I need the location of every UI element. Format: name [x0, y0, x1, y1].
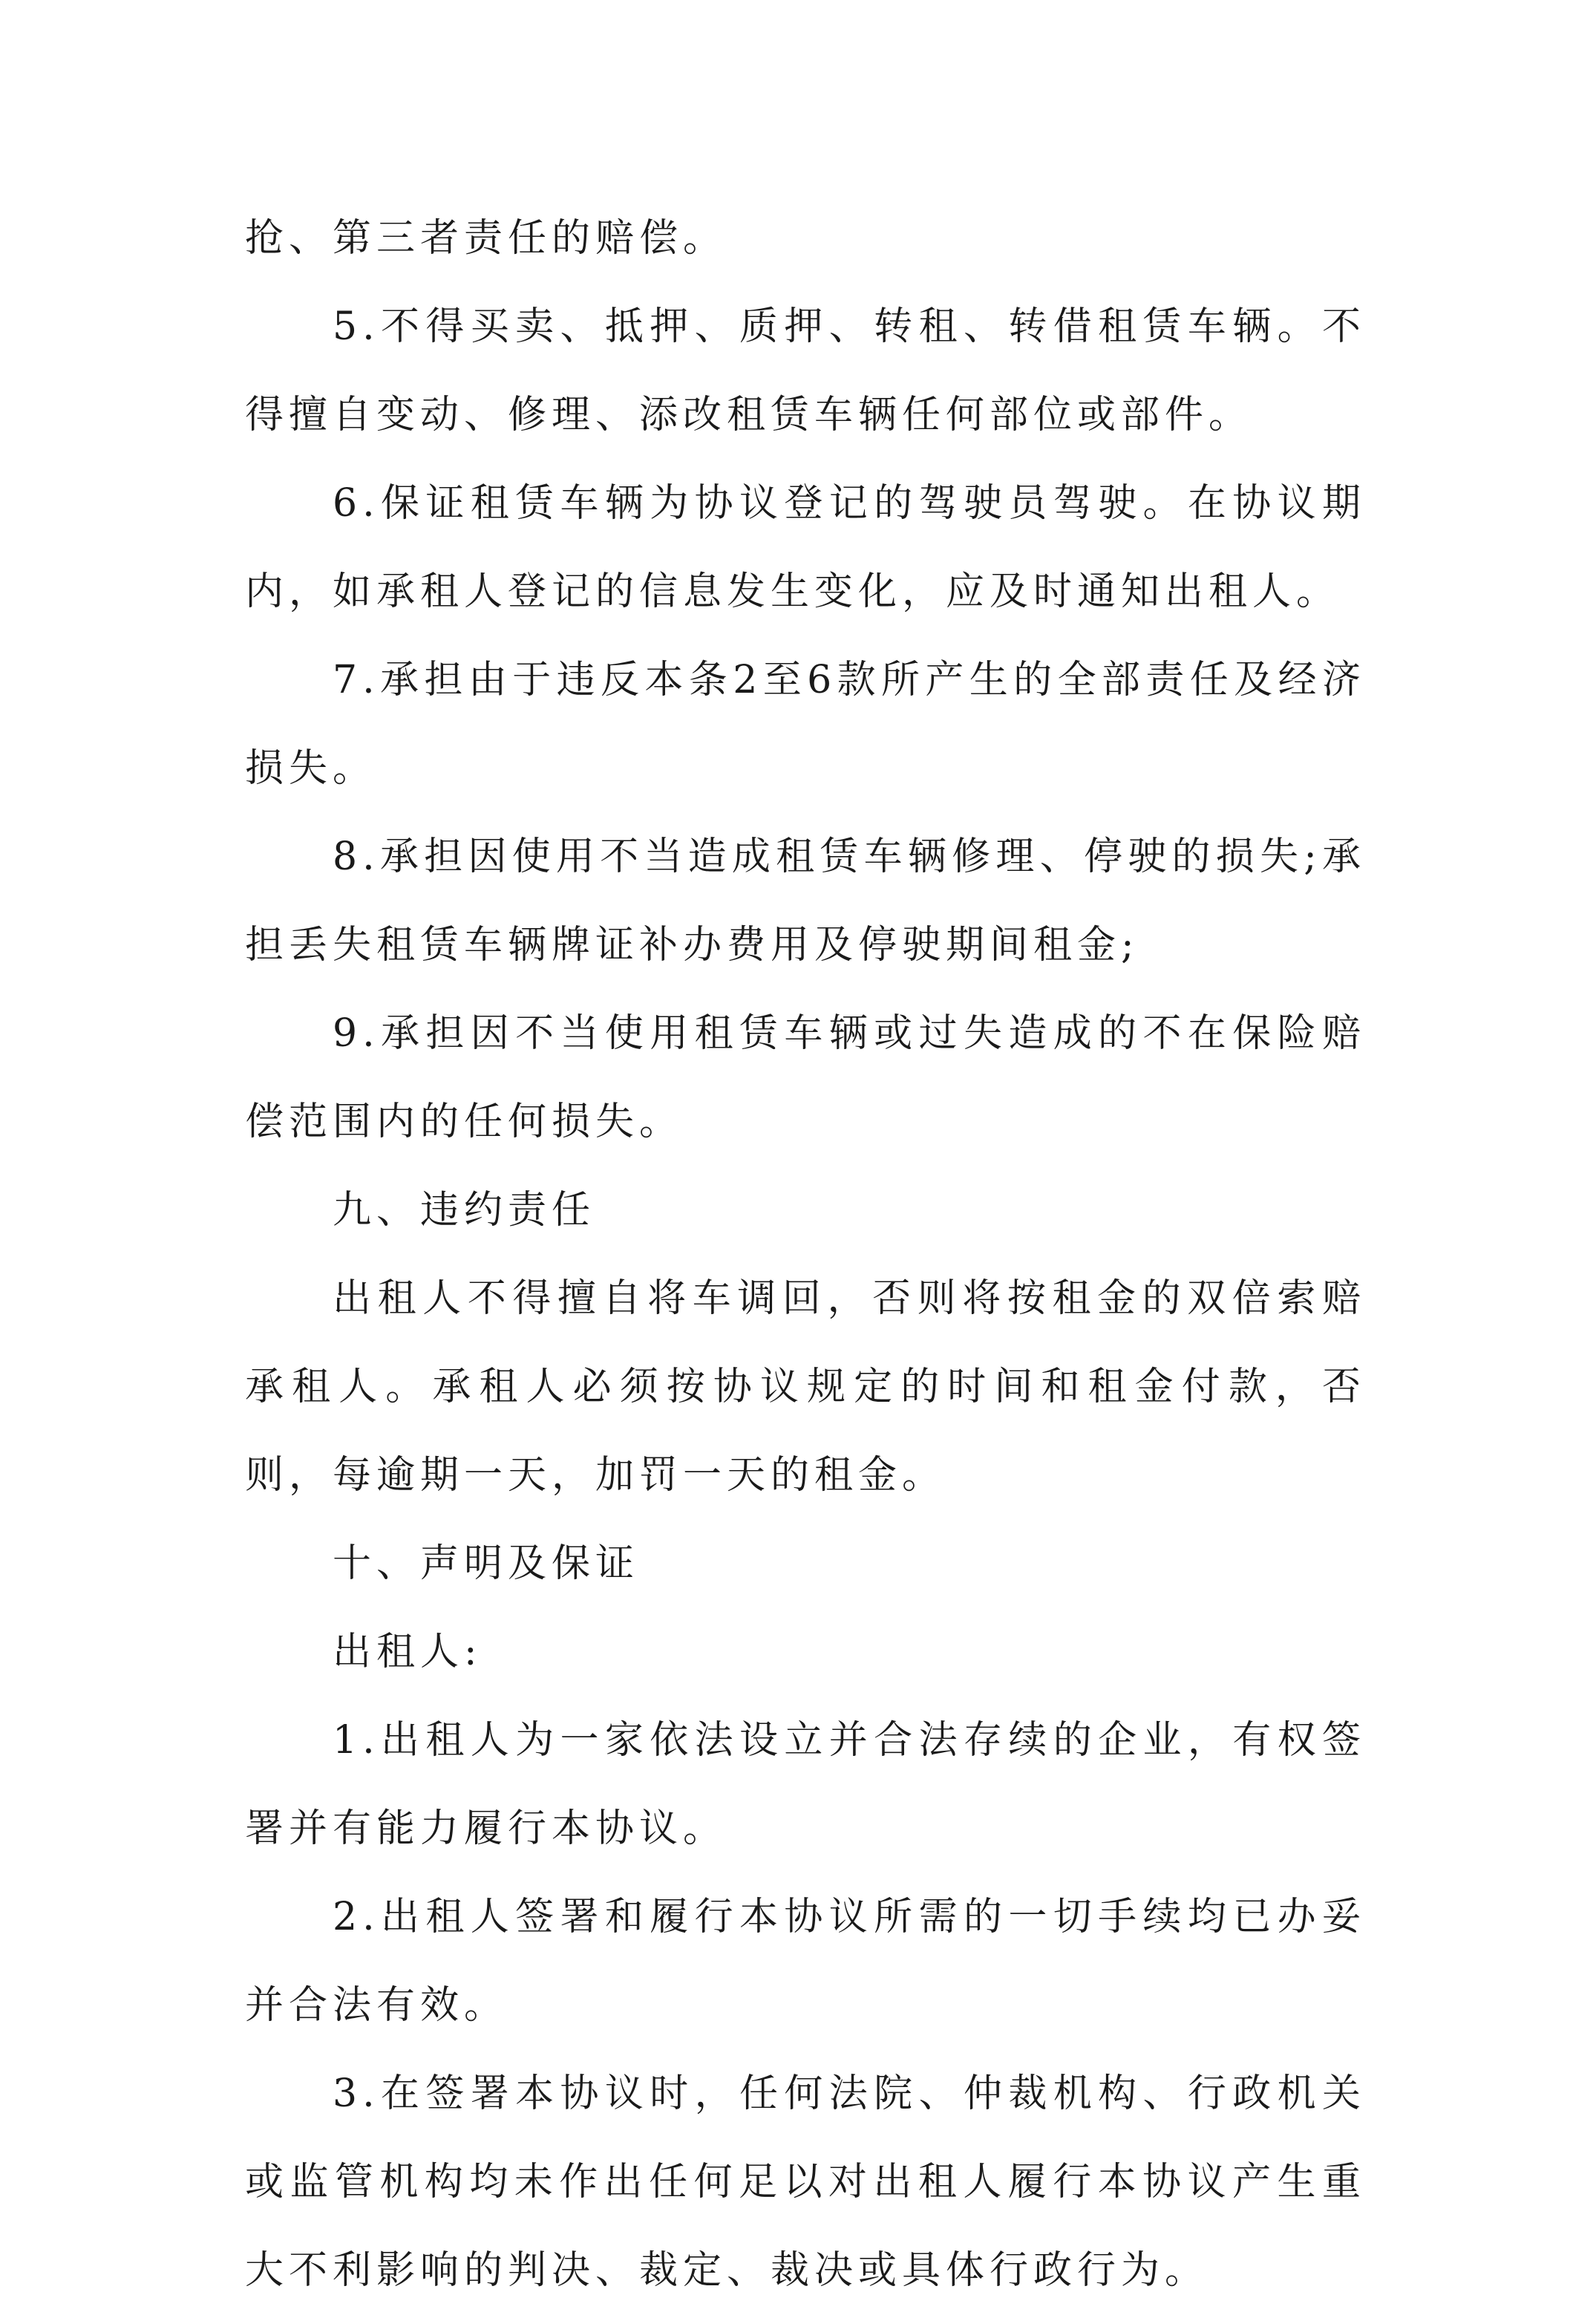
paragraph-13: 3.在签署本协议时，任何法院、仲裁机构、行政机关或监管机构均未作出任何足以对出租人履行本协议产生重大不利影响的判决、裁定、裁决或具体行政行为。 — [245, 2071, 1366, 2293]
paragraph-2: 5.不得买卖、抵押、质押、转租、转借租赁车辆。不得擅自变动、修理、添改租赁车辆任何部位或部件。 — [245, 304, 1366, 437]
section-heading-10: 十、声明及保证 — [333, 1541, 640, 1586]
paragraph-4: 7.承担由于违反本条2至6款所产生的全部责任及经济损失。 — [245, 658, 1366, 791]
document-body — [245, 195, 1366, 2315]
paragraph-8: 出租人不得擅自将车调回，否则将按租金的双倍索赔承租人。承租人必须按协议规定的时间和租金付款，否则，每逾期一天，加罚一天的租金。 — [245, 1276, 1366, 1498]
section-heading-9: 九、违约责任 — [333, 1188, 596, 1232]
paragraph-10: 出租人: — [333, 1630, 483, 1674]
paragraph-12: 2.出租人签署和履行本协议所需的一切手续均已办妥并合法有效。 — [245, 1895, 1366, 2028]
paragraph-3: 6.保证租赁车辆为协议登记的驾驶员驾驶。在协议期内，如承租人登记的信息发生变化，应及时通知出租人。 — [245, 481, 1366, 614]
paragraph-5: 8.承担因使用不当造成租赁车辆修理、停驶的损失;承担丢失租赁车辆牌证补办费用及停驶期间租金; — [245, 835, 1366, 967]
paragraph-11: 1.出租人为一家依法设立并合法存续的企业，有权签署并有能力履行本协议。 — [245, 1718, 1366, 1851]
paragraph-6: 9.承担因不当使用租赁车辆或过失造成的不在保险赔偿范围内的任何损失。 — [245, 1011, 1366, 1144]
paragraph-1: 抢、第三者责任的赔偿。 — [245, 216, 727, 261]
